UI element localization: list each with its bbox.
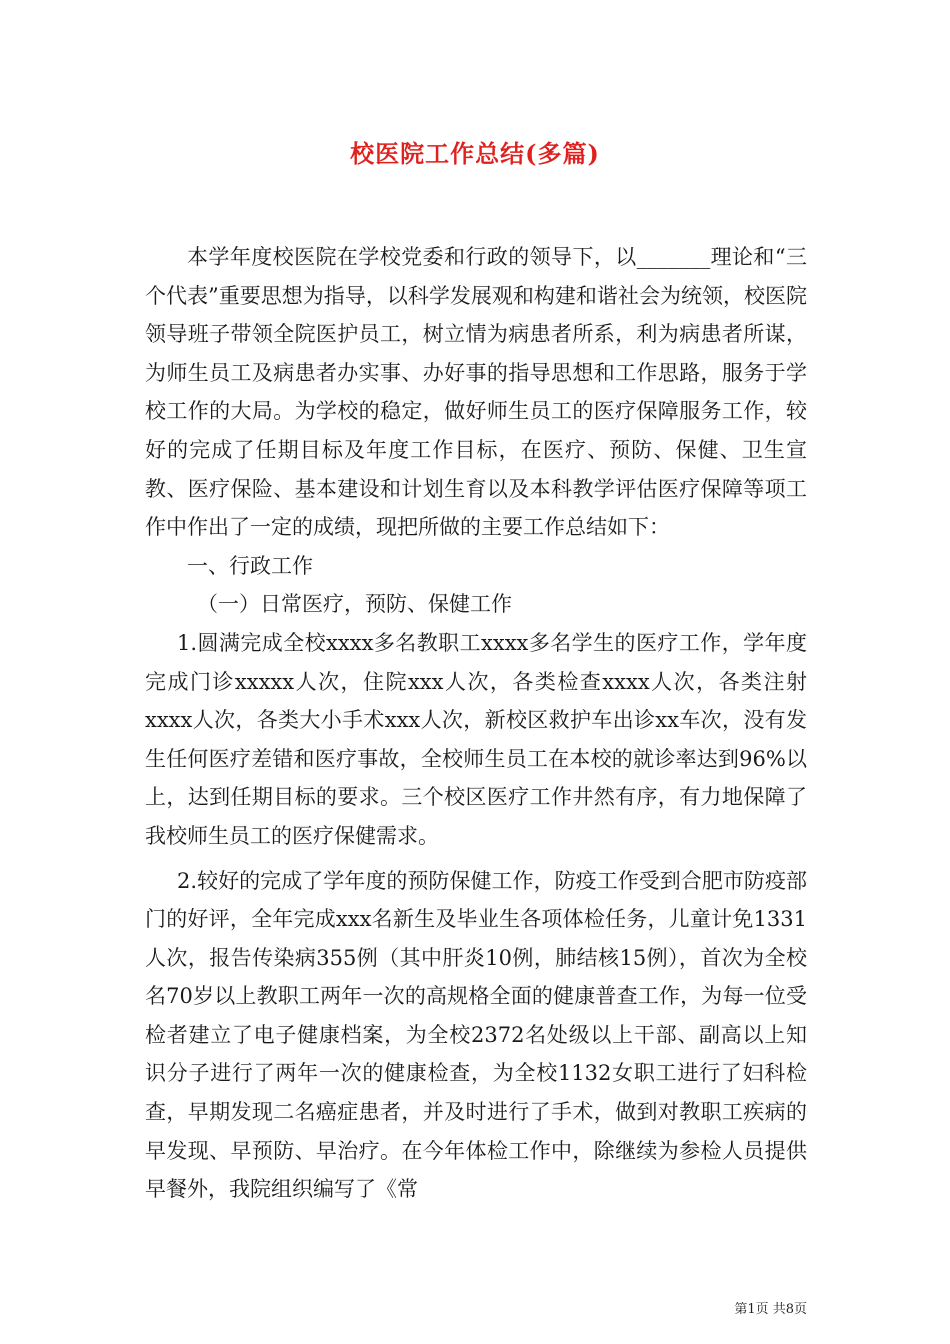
document-title: 校医院工作总结(多篇) [350,139,600,168]
intro-paragraph: 本学年度校医院在学校党委和行政的领导下，以_______理论和“三个代表”重要思想为指导，以科学发展观和构建和谐社会为统领，校医院领导班子带领全院医护员工，树立情为病患者所系，利为病患者所谋，为师生员工及病患者办实事、办好事的指导思想和工作思路，服务于学校工作的大局。为学校的稳定，做好师生员工的医疗保障服务工作，较好的完成了任期目标及年度工作目标，在医疗、预防、保健、卫生宣教、医疗保险、基本建设和计划生育以及本科教学评估医疗保障等项工作中作出了一定的成绩，现把所做的主要工作总结如下： [145,245,807,540]
item-paragraph-1: 1.圆满完成全校xxxx多名教职工xxxx多名学生的医疗工作，学年度完成门诊xxxxx人次，住院xxx人次，各类检查xxxx人次，各类注射xxxx人次，各类大小手术xxx人次，新校区救护车出诊xx车次，没有发生任何医疗差错和医疗事故，全校师生员工在本校的就诊率达到96%以上，达到任期目标的要求。三个校区医疗工作井然有序，有力地保障了我校师生员工的医疗保健需求。 [145,630,807,848]
document-body [145,238,807,1209]
section-heading: 一、行政工作 [187,553,313,578]
page-number: 第1页 共8页 [734,1302,807,1317]
subsection-heading: （一）日常医疗，预防、保健工作 [197,592,512,617]
item-paragraph-2: 2.较好的完成了学年度的预防保健工作，防疫工作受到合肥市防疫部门的好评，全年完成xxx名新生及毕业生各项体检任务，儿童计免1331人次，报告传染病355例（其中肝炎10例，肺结核15例），首次为全校名70岁以上教职工两年一次的高规格全面的健康普查工作，为每一位受检者建立了电子健康档案，为全校2372名处级以上干部、副高以上知识分子进行了两年一次的健康检查，为全校1132女职工进行了妇科检查，早期发现二名癌症患者，并及时进行了手术，做到对教职工疾病的早发现、早预防、早治疗。在今年体检工作中，除继续为参检人员提供早餐外，我院组织编写了《常 [145,868,807,1202]
